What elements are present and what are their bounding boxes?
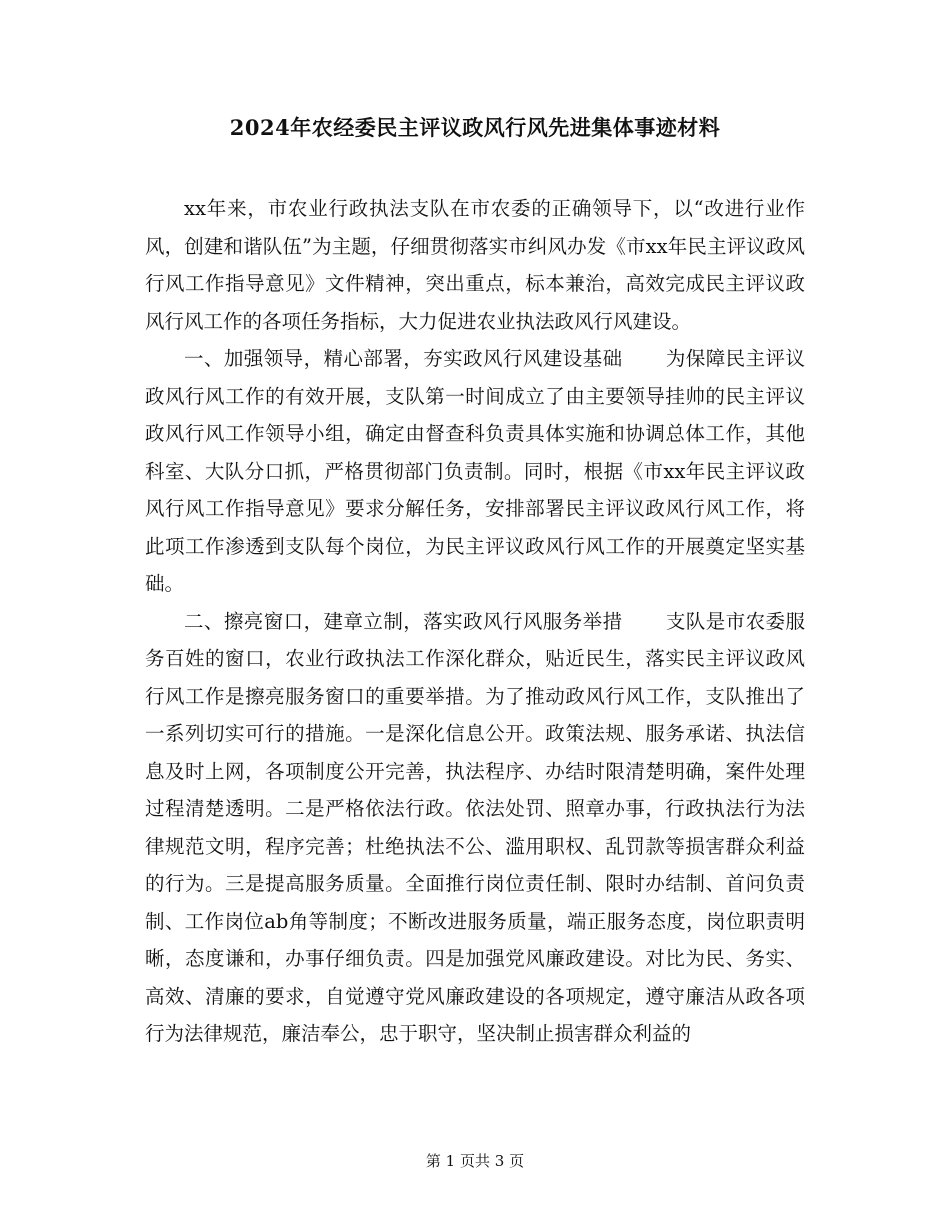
paragraph-intro <box>145 190 805 340</box>
paragraph-section-one <box>145 340 805 603</box>
document-body <box>145 190 805 1053</box>
paragraph-text: 为保障民主评议政风行风工作的有效开展，支队第一时间成立了由主要领导挂帅的民主评议政风行风工作领导小组，确定由督查科负责具体实施和协调总体工作，其他科室、大队分口抓，严格贯彻部门负责制。同时，根据《市xx年民主评议政风行风工作指导意见》要求分解任务，安排部署民主评议政风行风工作，将此项工作渗透到支队每个岗位，为民主评议政风行风工作的开展奠定坚实基础。 <box>145 347 805 595</box>
section-heading: 一、加强领导，精心部署，夯实政风行风建设基础 <box>184 347 623 370</box>
section-heading: 二、擦亮窗口，建章立制，落实政风行风服务举措 <box>184 609 623 633</box>
document-title: 2024年农经委民主评议政风行风先进集体事迹材料 <box>229 115 721 140</box>
page-number: 第 1 页共 3 页 <box>425 1152 525 1170</box>
paragraph-text: 支队是市农委服务百姓的窗口，农业行政执法工作深化群众，贴近民生，落实民主评议政风行风工作是擦亮服务窗口的重要举措。为了推动政风行风工作，支队推出了一系列切实可行的措施。一是深化信息公开。政策法规、服务承诺、执法信息及时上网，各项制度公开完善，执法程序、办结时限清楚明确，案件处理过程清楚透明。二是严格依法行政。依法处罚、照章办事，行政执法行为法律规范文明，程序完善；杜绝执法不公、滥用职权、乱罚款等损害群众利益的行为。三是提高服务质量。全面推行岗位责任制、限时办结制、首问负责制、工作岗位ab角等制度；不断改进服务质量，端正服务态度，岗位职责明晰，态度谦和，办事仔细负责。四是加强党风廉政建设。对比为民、务实、高效、清廉的要求，自觉遵守党风廉政建设的各项规定，遵守廉洁从政各项行为法律规范，廉洁奉公，忠于职守，坚决制止损害群众利益的 <box>145 609 805 1045</box>
paragraph-section-two <box>145 603 805 1053</box>
paragraph-text: xx年来，市农业行政执法支队在市农委的正确领导下，以“改进行业作风，创建和谐队伍”为主题，仔细贯彻落实市纠风办发《市xx年民主评议政风行风工作指导意见》文件精神，突出重点，标本兼治，高效完成民主评议政风行风工作的各项任务指标，大力促进农业执法政风行风建设。 <box>145 197 805 333</box>
